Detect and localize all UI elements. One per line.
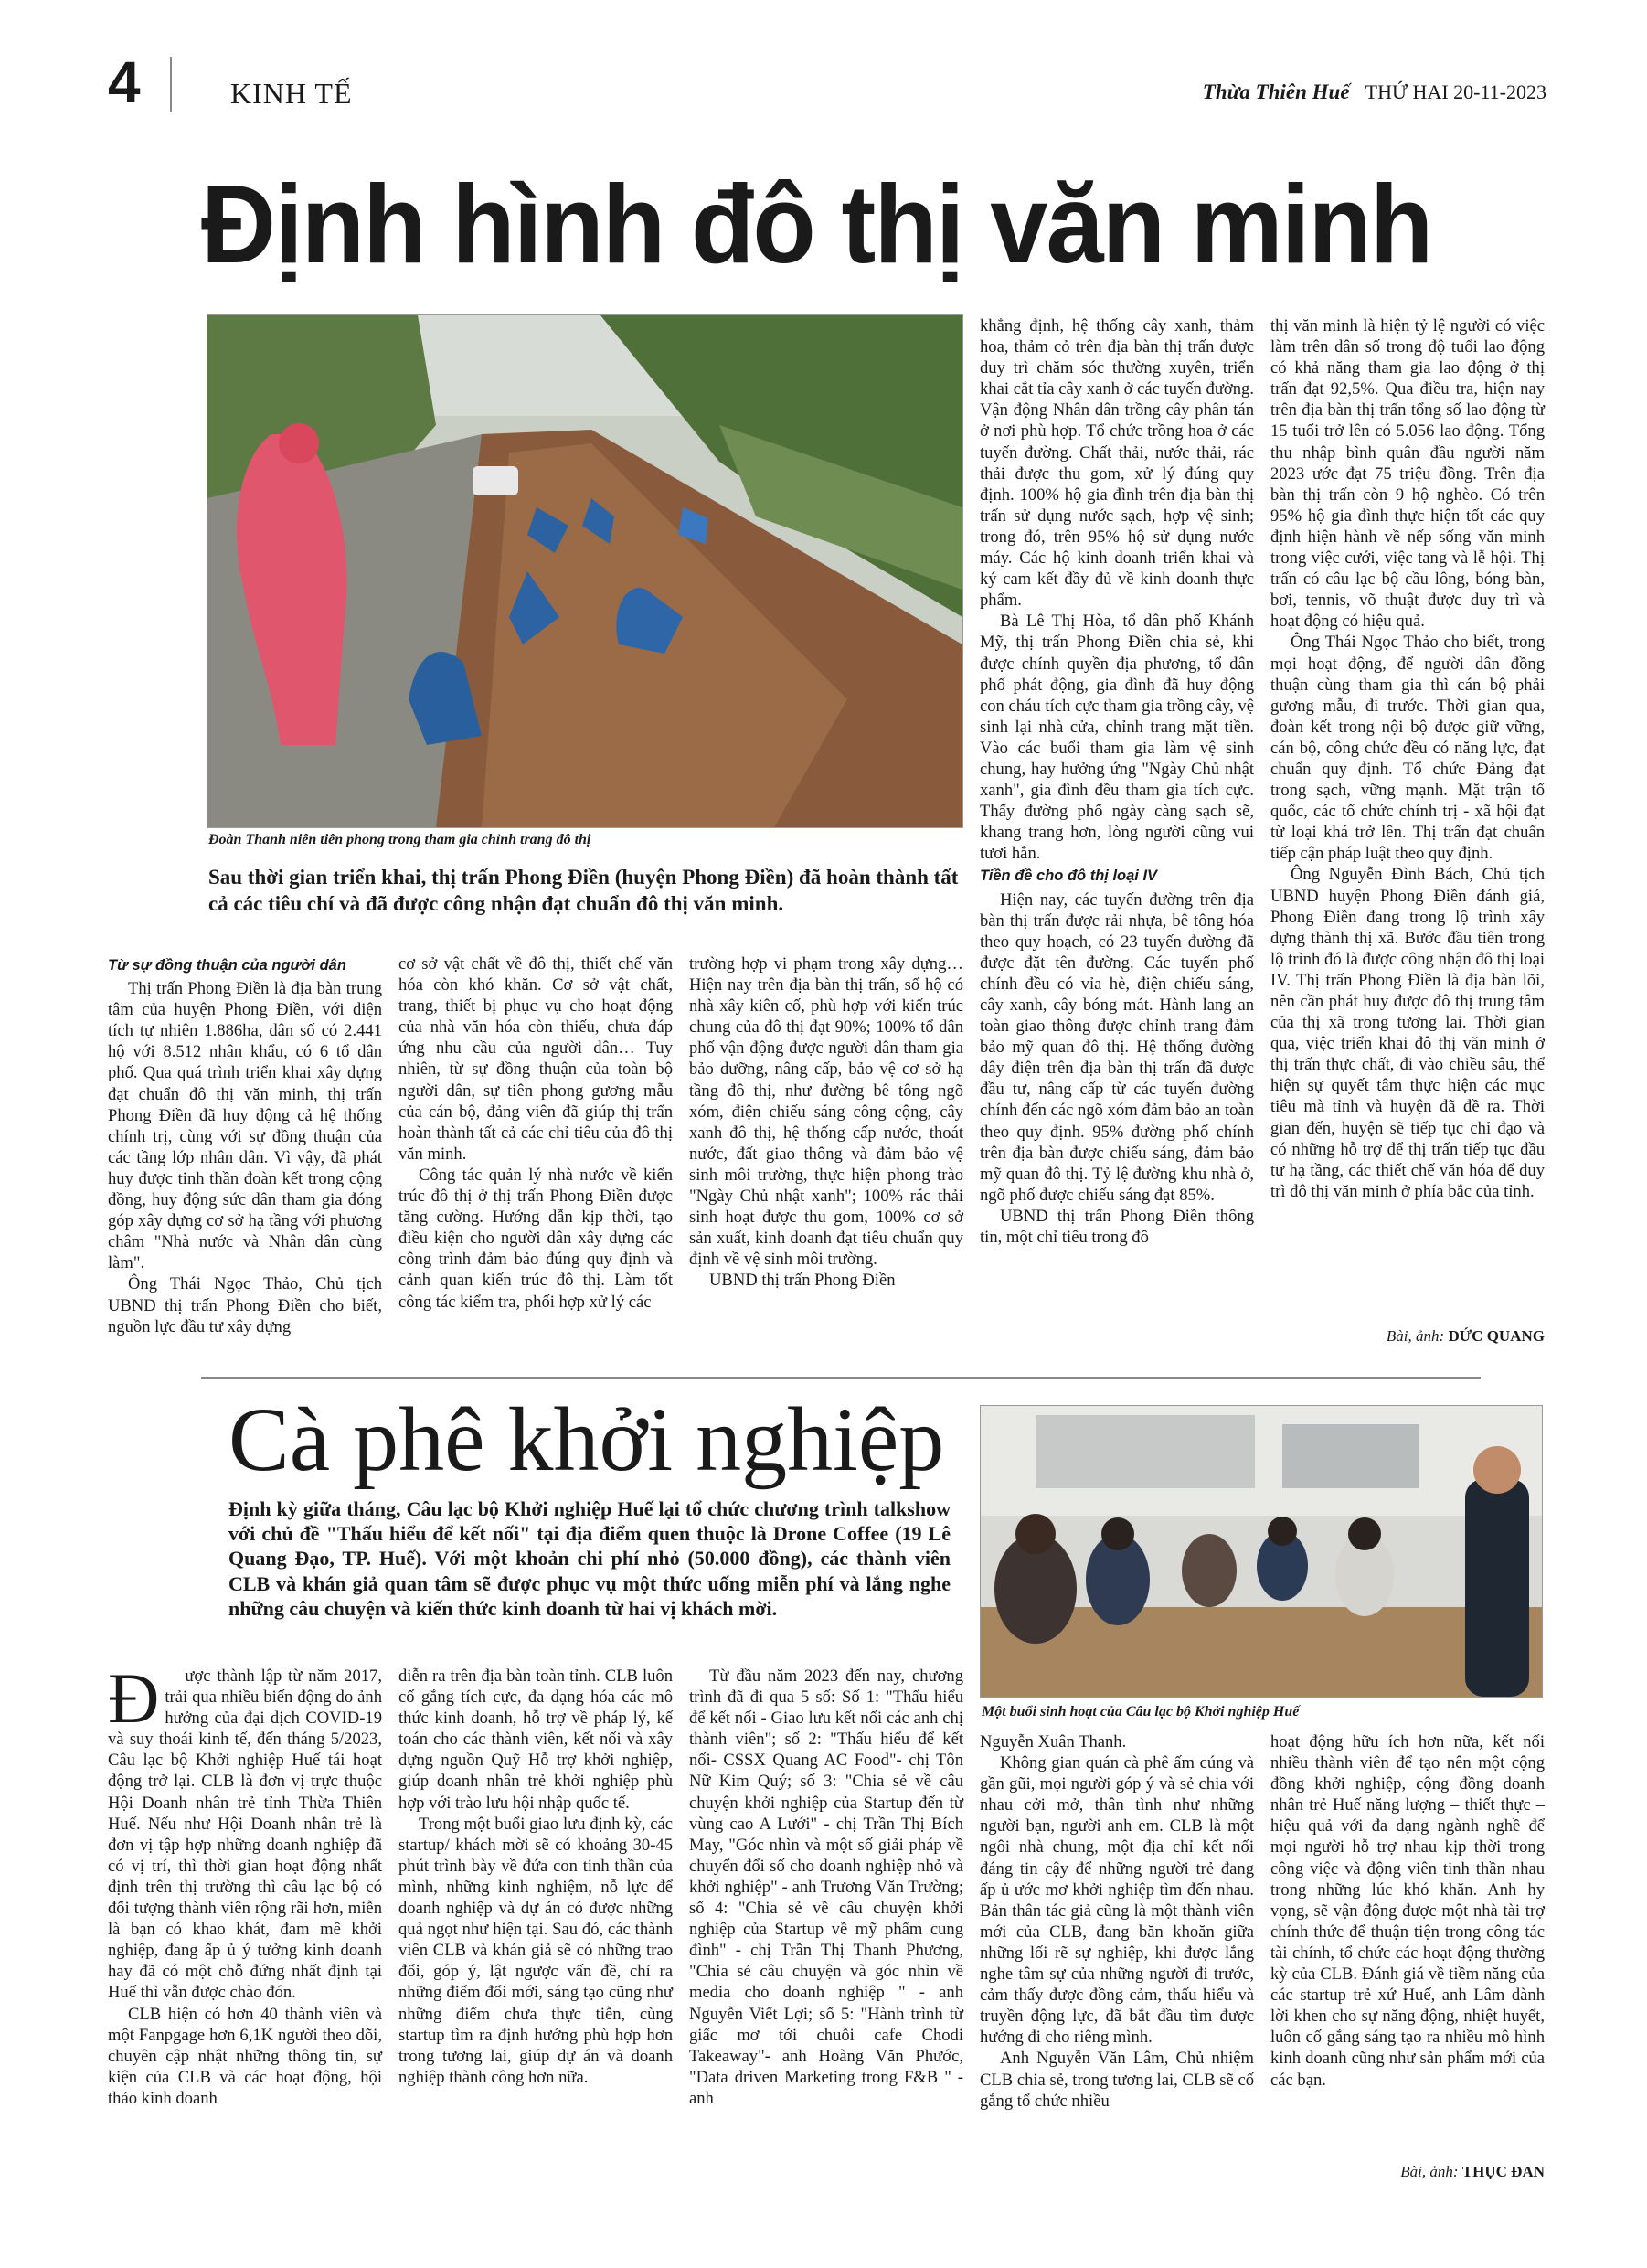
article1-lede: Sau thời gian triển khai, thị trấn Phong Điền (huyện Phong Điền) đã hoàn thành tất cả các tiêu chí và đã được công nhận đạt chuẩn đô thị văn minh. bbox=[208, 866, 959, 915]
paragraph: Thị trấn Phong Điền là địa bàn trung tâm của huyện Phong Điền, với diện tích tự nhiên 1.886ha, dân số có 2.441 hộ với 8.512 nhân khẩu, có 6 tổ dân phố. Qua quá trình triển khai xây dựng đạt chuẩn đô thị văn minh, thị trấn Phong Điền đã huy động cả hệ thống chính trị, cùng với sự đồng thuận của các tầng lớp nhân dân. Vì vậy, đã phát huy được tinh thần đoàn kết trong cộng đồng, huy động sức dân tham gia đóng góp xây dựng cơ sở hạ tầng với phương châm "Nhà nước và Nhân dân cùng làm". bbox=[108, 979, 382, 1273]
paragraph: Không gian quán cà phê ấm cúng và gần gũi, mọi người góp ý và sẻ chia với nhau cởi mở, thân tình như những người bạn, người anh em. CLB là một ngôi nhà chung, một địa chỉ kết nối đáng tin cậy để những người trẻ đang ấp ủ ước mơ khởi nghiệp tìm đến nhau. Bản thân tác giả cũng là một thành viên mới của CLB, đang băn khoăn giữa những lối rẽ sự nghiệp, khi được lắng nghe tâm sự của những người đi trước, cảm thấy được đồng cảm, thấu hiểu và truyền động lực, đã bắt đầu tìm được hướng đi cho riêng mình. bbox=[980, 1753, 1254, 2048]
paragraph: Ông Thái Ngọc Thảo cho biết, trong mọi hoạt động, để người dân đồng thuận cùng tham gia thì cán bộ phải gương mẫu, đi trước. Thời gian qua, đoàn kết trong nội bộ được giữ vững, cán bộ, công chức đều có năng lực, đạt chuẩn quy định. Tổ chức Đảng đạt trong sạch, vững mạnh. Mặt trận tổ quốc, các tổ chức chính trị - xã hội đạt từ loại khá trở lên. Thị trấn đạt chuẩn tiếp cận pháp luật theo quy định. bbox=[1270, 633, 1545, 864]
article1-photo bbox=[207, 314, 963, 828]
article2-byline bbox=[1270, 2163, 1545, 2181]
paragraph: UBND thị trấn Phong Điền thông tin, một chỉ tiêu trong đô bbox=[980, 1206, 1254, 1248]
article1-photo-caption: Đoàn Thanh niên tiên phong trong tham gia chỉnh trang đô thị bbox=[208, 832, 591, 847]
paragraph: Công tác quản lý nhà nước về kiến trúc đô thị ở thị trấn Phong Điền được tăng cường. Hướng dẫn kịp thời, tạo điều kiện cho người dân xây dựng các công trình đảm bảo đúng quy định và cảnh quan kiến trúc đô thị. Làm tốt công tác kiểm tra, phối hợp xử lý các bbox=[398, 1165, 673, 1312]
article2-column-3 bbox=[689, 1666, 963, 2109]
paragraph: khẳng định, hệ thống cây xanh, thảm hoa, thảm cỏ trên địa bàn thị trấn được duy trì chăm sóc thường xuyên, triển khai cắt tỉa cây xanh ở các tuyến đường. Vận động Nhân dân trồng cây phân tán ở nơi phù hợp. Tổ chức trồng hoa ở các tuyến đường. Chất thải, nước thải, rác thải được thu gom, xử lý đúng quy định. 100% hộ gia đình trên địa bàn thị trấn sử dụng nước sạch, hợp vệ sinh; trong đó, trên 95% hộ sử dụng nước máy. Các hộ kinh doanh triển khai và ký cam kết đầy đủ về kinh doanh thực phẩm. bbox=[980, 316, 1254, 611]
paragraph: Nguyễn Xuân Thanh. bbox=[980, 1732, 1127, 1752]
byline-label: Bài, ảnh: bbox=[1386, 1327, 1445, 1345]
byline-author: ĐỨC QUANG bbox=[1448, 1327, 1545, 1345]
drop-cap: Đ bbox=[108, 1658, 160, 1738]
issue-date: THỨ HAI 20-11-2023 bbox=[1365, 80, 1546, 103]
paragraph: thị văn minh là hiện tỷ lệ người có việc làm trên dân số trong độ tuổi lao động có khả năng tham gia lao động ở thị trấn đạt 92,5%. Qua điều tra, hiện nay trên địa bàn thị trấn tổng số lao động từ 15 tuổi trở lên có 5.056 lao động. Tổng thu nhập bình quân đầu người năm 2023 ước đạt 75 triệu đồng. Trên địa bàn thị trấn còn 9 hộ nghèo. Có trên 95% hộ gia đình thực hiện tốt các quy định hiện hành về nếp sống văn minh trong việc cưới, việc tang và lễ hội. Thị trấn có câu lạc bộ cầu lông, bóng bàn, bơi, tennis, võ thuật được duy trì và hoạt động có hiệu quả. bbox=[1270, 316, 1545, 632]
article1-title: Định hình đô thị văn minh bbox=[201, 162, 1432, 286]
paragraph: Ông Nguyễn Đình Bách, Chủ tịch UBND huyện Phong Điền đánh giá, Phong Điền đang trong lộ trình xây dựng thành thị xã. Bước đầu tiên trong lộ trình đó là được công nhận đô thị loại IV. Thị trấn Phong Điền là địa bàn lõi, nên cần phát huy được đô thị trung tâm của thị xã trong tương lai. Thời gian qua, việc triển khai đô thị văn minh ở thị trấn thực chất, đi vào chiều sâu, thể hiện sự quyết tâm thực hiện các mục tiêu mà tỉnh và huyện đã đề ra. Thời gian đến, huyện sẽ tiếp tục chỉ đạo và có những hỗ trợ để thị trấn tiếp tục đầu tư hạ tầng, các thiết chế văn hóa để duy trì đô thị văn minh ở phía bắc của tỉnh. bbox=[1270, 865, 1545, 1201]
article1-column-5 bbox=[1270, 315, 1545, 1202]
paragraph: Trong một buổi giao lưu định kỳ, các startup/ khách mời sẽ có khoảng 30-45 phút trình bày về đứa con tinh thần của mình, những kinh nghiệm, nỗ lực để doanh nghiệp và dự án có được những quả ngọt như hiện tại. Sau đó, các thành viên CLB và khán giả sẽ có những trao đổi, góp ý, lật ngược vấn đề, chỉ ra những điểm đổi mới, sáng tạo cũng như những điểm chưa thực tiễn, cùng startup tìm ra định hướng phù hợp hơn trong tương lai, giúp dự án và doanh nghiệp thành công hơn nữa. bbox=[398, 1814, 673, 2087]
cafe-meeting-photo bbox=[981, 1406, 1542, 1697]
brand-name: Thừa Thiên Huế bbox=[1202, 80, 1350, 103]
paragraph: Bà Lê Thị Hòa, tổ dân phố Khánh Mỹ, thị trấn Phong Điền chia sẻ, khi được chính quyền địa phương, tổ dân phố phát động, gia đình đã huy động con cháu tích cực tham gia trồng cây, vệ sinh lại nhà cửa, chỉnh trang mặt tiền. Vào các buổi tham gia làm vệ sinh chung, hay hưởng ứng "Ngày Chủ nhật xanh", gia đình đều tham gia tích cực. Thấy đường phố ngày càng sạch sẽ, khang trang hơn, lòng người cũng vui tươi hẳn. bbox=[980, 612, 1254, 864]
article2-lede: Định kỳ giữa tháng, Câu lạc bộ Khởi nghiệp Huế lại tổ chức chương trình talkshow với chủ đề "Thấu hiểu để kết nối" tại địa điểm quen thuộc là Drone Coffee (19 Lê Quang Đạo, TP. Huế). Với một khoản chi phí nhỏ (50.000 đồng), các thành viên CLB và khán giả quan tâm sẽ được phục vụ một thức uống miễn phí và lắng nghe những câu chuyện và kiến thức kinh doanh từ hai vị khách mời. bbox=[228, 1497, 951, 1620]
masthead bbox=[1203, 80, 1546, 104]
article2-photo bbox=[980, 1405, 1543, 1698]
article-separator bbox=[201, 1377, 1481, 1379]
article1-column-3 bbox=[689, 953, 963, 1292]
article2-title: Cà phê khởi nghiệp bbox=[228, 1389, 945, 1490]
paragraph: diễn ra trên địa bàn toàn tỉnh. CLB luôn cố gắng tích cực, đa dạng hóa các mô thức kinh doanh, hỗ trợ về pháp lý, kế toán cho các thành viên, kết nối và xây dựng nguồn Quỹ Hỗ trợ khởi nghiệp, giúp doanh nhân trẻ khởi nghiệp phù hợp với trào lưu hội nhập quốc tế. bbox=[398, 1666, 673, 1813]
article2-photo-caption: Một buổi sinh hoạt của Câu lạc bộ Khởi nghiệp Huế bbox=[982, 1704, 1300, 1720]
header-divider bbox=[170, 57, 172, 112]
article1-column-2 bbox=[398, 953, 673, 1313]
paragraph: CLB hiện có hơn 40 thành viên và một Fanpgage hơn 6,1K người theo dõi, chuyên cập nhật những thông tin, sự kiện của CLB và các hoạt động, hội thảo kinh doanh bbox=[108, 2004, 382, 2108]
article2-column-1 bbox=[108, 1658, 382, 2109]
paragraph: hoạt động hữu ích hơn nữa, kết nối nhiều thành viên để tạo nên một cộng đồng khởi nghiệp, cộng đồng doanh nhân trẻ Huế năng lượng – thiết thực – hiệu quả với đa dạng ngành nghề để mọi người hỗ trợ nhau kịp thời trong công việc và động viên tinh thần nhau trong những lúc khó khăn. Anh hy vọng, sẽ vận động được một nhà tài trợ chính thức để thuận tiện trong công tác tài chính, tổ chức các hoạt động thường kỳ của CLB. Đánh giá về tiềm năng của các startup trẻ xứ Huế, anh Lâm dành lời khen cho sự năng động, nhiệt huyết, luôn cố gắng sáng tạo ra nhiều mô hình kinh doanh cũng như sản phẩm mới của các bạn. bbox=[1270, 1732, 1545, 2090]
article1-column-1 bbox=[108, 953, 382, 1337]
paragraph: Từ đầu năm 2023 đến nay, chương trình đã đi qua 5 số: Số 1: "Thấu hiểu để kết nối - Giao lưu kết nối các anh chị thành viên"; số 2: "Thấu hiểu để kết nối- CSSX Quang AC Food"- chị Tôn Nữ Kim Quý; số 3: "Chia sẻ về câu chuyện khởi nghiệp của Startup đến từ vùng cao A Lưới" - chị Trần Thị Bích May, "Góc nhìn và một số giải pháp về chuyển đổi số cho doanh nghiệp nhỏ và khởi nghiệp" - anh Trương Văn Trường; số 4: "Chia sẻ về câu chuyện khởi nghiệp của Startup về mỹ phẩm cung đình" - chị Trần Thị Thanh Phương, "Chia sẻ câu chuyện và góc nhìn về media cho doanh nghiệp " - anh Nguyễn Viết Lợi; số 5: "Hành trình từ giấc mơ tới chuỗi cafe Chodi Takeaway"- anh Hoàng Văn Phước, "Data driven Marketing trong F&B " - anh bbox=[689, 1666, 963, 2108]
paragraph: ược thành lập từ năm 2017, trải qua nhiều biến động do ảnh hưởng của đại dịch COVID-19 và suy thoái kinh tế, đến tháng 5/2023, Câu lạc bộ Khởi nghiệp Huế tái hoạt động trở lại. CLB là đơn vị trực thuộc Hội Doanh nhân trẻ tỉnh Thừa Thiên Huế. Nếu như Hội Doanh nhân trẻ là đơn vị tập hợp những doanh nghiệp đã có vị trí, thì thời gian hoạt động nhất định trên thị trường thì câu lạc bộ có đối tượng thành viên rộng rãi hơn, miễn là bạn có khao khát, đam mê khởi nghiệp, đang ấp ủ ý tưởng kinh doanh hay đã có một chỗ đứng nhất định tại Huế thì vẫn được chào đón. bbox=[108, 1666, 382, 2003]
article2-column-4 bbox=[980, 1731, 1254, 2112]
section-label: KINH TẾ bbox=[230, 77, 353, 110]
article1-byline bbox=[1270, 1327, 1545, 1346]
article1-column-4 bbox=[980, 315, 1254, 1248]
page-number: 4 bbox=[108, 49, 141, 115]
paragraph: cơ sở vật chất về đô thị, thiết chế văn hóa còn khó khăn. Cơ sở vật chất, trang, thiết bị phục vụ cho hoạt động của nhà văn hóa còn thiếu, chưa đáp ứng nhu cầu của người dân… Tuy nhiên, từ sự đồng thuận của toàn bộ người dân, sự tiên phong gương mẫu của cán bộ, đảng viên đã giúp thị trấn hoàn thành tất cả các chỉ tiêu của đô thị văn minh. bbox=[398, 954, 673, 1164]
article2-column-5 bbox=[1270, 1731, 1545, 2091]
article1-subhead-2: Tiền đề cho đô thị loại IV bbox=[980, 868, 1158, 885]
article1-subhead-1: Từ sự đồng thuận của người dân bbox=[108, 957, 346, 974]
paragraph: UBND thị trấn Phong Điền bbox=[709, 1271, 896, 1291]
paragraph: Anh Nguyễn Văn Lâm, Chủ nhiệm CLB chia sẻ, trong tương lai, CLB sẽ cố gắng tổ chức nhiều bbox=[980, 2049, 1254, 2111]
paragraph: Ông Thái Ngọc Thảo, Chủ tịch UBND thị trấn Phong Điền cho biết, nguồn lực đầu tư xây dựng bbox=[108, 1274, 382, 1336]
byline-label: Bài, ảnh: bbox=[1400, 2163, 1459, 2180]
byline-author: THỤC ĐAN bbox=[1461, 2163, 1545, 2180]
paragraph: trường hợp vi phạm trong xây dựng… Hiện nay trên địa bàn thị trấn, số hộ có nhà xây kiên cố, phù hợp với kiến trúc chung của đô thị đạt 90%; 100% tổ dân phố vận động được người dân tham gia bảo dưỡng, nâng cấp, bảo vệ cơ sở hạ tầng đô thị, như đường bê tông ngõ xóm, điện chiếu sáng công cộng, cây xanh đô thị, hệ thống cấp nước, thoát nước, đất giao thông và đảm bảo vệ sinh môi trường, thực hiện phong trào "Ngày Chủ nhật xanh"; 100% rác thải sinh hoạt được thu gom, 100% cơ sở sản xuất, kinh doanh đạt tiêu chuẩn quy định về vệ sinh môi trường. bbox=[689, 954, 963, 1270]
roadside-volunteers-photo bbox=[207, 315, 962, 827]
paragraph: Hiện nay, các tuyến đường trên địa bàn thị trấn được rải nhựa, bê tông hóa theo quy hoạch, có 23 tuyến đường đã được đặt tên đường. Các tuyến phố chính đều có vỉa hè, điện chiếu sáng, cây xanh, cây bóng mát. Hành lang an toàn giao thông được chỉnh trang đảm bảo mỹ quan đô thị. Hệ thống đường dây điện trên địa bàn thị trấn đã được đầu tư, nâng cấp từ các tuyến đường chính đến các ngõ xóm đảm bảo an toàn theo quy định. 95% đường phố chính trên địa bàn được chiếu sáng, đảm bảo mỹ quan đô thị. Tỷ lệ đường khu nhà ở, ngõ phố được chiếu sáng đạt 85%. bbox=[980, 889, 1254, 1205]
article2-column-2 bbox=[398, 1666, 673, 2088]
